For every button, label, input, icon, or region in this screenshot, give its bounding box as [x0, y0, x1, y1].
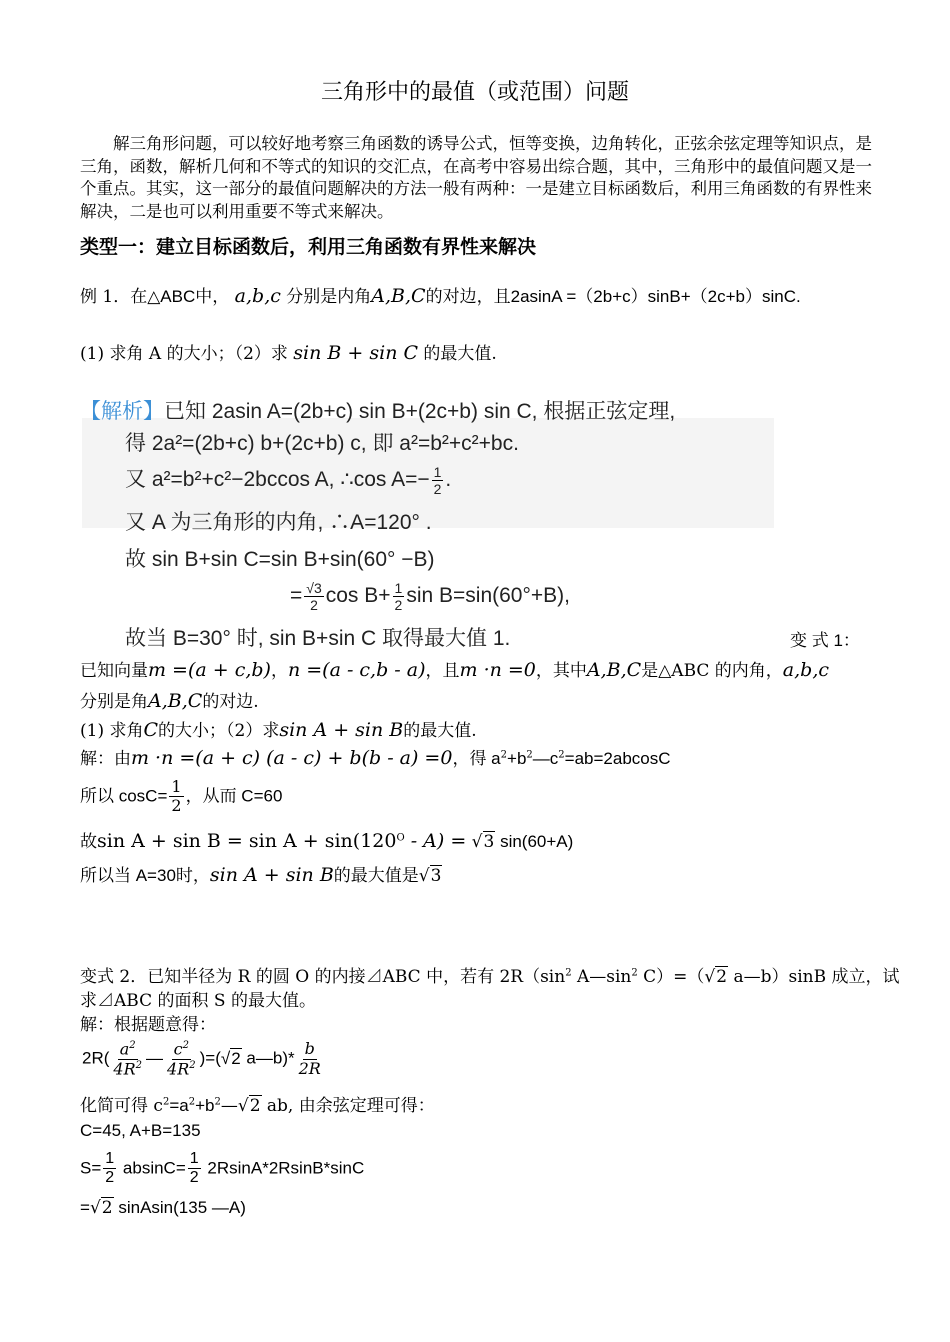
numerator: 1 [188, 1150, 201, 1169]
v1-text: 所以 cosC= [80, 786, 168, 806]
numerator: a [119, 1039, 130, 1059]
ex1-text: 分别是内角 [286, 287, 372, 307]
v1-text: 所以当 A=30 [80, 866, 176, 885]
ex1-condition: 2asinA =（2b+c）sinB+（2c+b）sinC. [510, 287, 801, 306]
fraction [165, 1040, 198, 1078]
sqrt-symbol: √2 [704, 967, 728, 987]
v2-text: S= [80, 1158, 102, 1178]
denominator: 2 [310, 597, 318, 614]
dot-product: m ·n =0 [459, 659, 536, 681]
v1-expr: sin A + sin B [209, 864, 334, 886]
solution-line-2: 得 2a²=(2b+c) b+(2c+b) c, 即 a²=b²+c²+bc. [125, 432, 519, 455]
denominator: 4R [113, 1059, 136, 1079]
v1-text: 时， [175, 866, 210, 886]
v1-equation: - A) = [404, 830, 467, 852]
v2-text: 化简可得 c [80, 1096, 163, 1116]
v1-text: 已知向量 [80, 661, 148, 681]
v2-text: )=( [199, 1048, 221, 1068]
solution-text: 又 a²=b²+c²−2bccos A, ∴cos A=− [125, 468, 430, 491]
fraction [188, 1150, 201, 1188]
v2-text: ab, 由余弦定理可得： [261, 1096, 435, 1116]
exponent: 2 [129, 1040, 136, 1051]
denominator: 2R [298, 1058, 321, 1078]
v2-text: 2RsinA*2RsinB*sinC [202, 1158, 365, 1178]
v1-angle-c: C [143, 719, 159, 741]
variant2-area-2 [80, 1198, 246, 1218]
exponent: 2 [631, 967, 638, 979]
radicand: 2 [716, 967, 728, 987]
denominator: 2 [171, 796, 182, 816]
variant1-solution-2 [80, 778, 282, 816]
v2-text: absinC= [118, 1158, 186, 1178]
page-title: 三角形中的最值（或范围）问题 [320, 80, 629, 105]
fraction [304, 580, 323, 613]
v2-text: A—sin [571, 967, 632, 987]
exponent: 2 [565, 967, 572, 979]
variant1-statement: 已知向量m =(a + c,b)，n =(a - c,b - a)，且m ·n =0，其中A,B,C是△ABC 的内角，a,b,c [80, 659, 830, 681]
v1-expr: sin A + sin B [279, 719, 404, 741]
v1-text: 的对边. [202, 692, 259, 712]
sqrt-symbol: √2 [220, 1048, 241, 1068]
v1-text: —c [532, 749, 559, 768]
variant1-solution-4 [80, 864, 442, 887]
variant1-solution-1 [80, 747, 671, 770]
numerator: √3 [306, 580, 322, 596]
solution-line-7: 故当 B=30° 时, sin B+sin C 取得最大值 1. [125, 627, 511, 650]
vector-n: n =(a - c,b - a) [287, 659, 426, 681]
v1-text: ，且 [425, 661, 460, 681]
v1-angles: A,B,C [586, 659, 642, 681]
denominator: 2 [433, 480, 442, 497]
v1-text: 的最大值是 [333, 866, 419, 886]
exponent: O [396, 832, 405, 844]
v1-equation: m ·n =(a + c) (a - c) + b(b - a) =0 [131, 747, 453, 769]
v1-vars: a,b,c [782, 659, 830, 681]
v2-text: a—b)* [241, 1048, 295, 1068]
v1-text: ，从而 C=60 [185, 786, 283, 806]
solution-line-1 [80, 395, 675, 425]
variant2-angles [80, 1121, 201, 1141]
v2-text: a—b）sinB 成立，试 [728, 967, 900, 987]
sqrt-symbol: √2 [89, 1198, 113, 1218]
example1-label: 例 1．在 [80, 287, 148, 307]
v1-text: ，其中 [535, 661, 587, 681]
fraction [297, 1040, 323, 1078]
exponent: 2 [182, 1040, 189, 1051]
ex1-q2: 的最大值. [423, 344, 497, 364]
solution-line-6: = $\frac{√3}{2}$ cos B+ $\frac{1}{2}$ sin B=sin(60°+B), [290, 580, 570, 614]
v1-text: +b [507, 749, 527, 768]
radicand: 2 [231, 1048, 241, 1068]
solution-line-5: 故 sin B+sin C=sin B+sin(60° −B) [125, 548, 435, 571]
sqrt-symbol: √3 [471, 832, 495, 852]
numerator: 1 [394, 580, 403, 596]
exponent: 2 [135, 1059, 143, 1071]
example1-questions [80, 342, 497, 365]
solution-line-3: 又 a²=b²+c²−2bccos A, ∴cos A=− $\frac{1}{2}$ . [125, 463, 452, 497]
ex1-text: 的对边，且 [425, 287, 511, 307]
radicand: 2 [101, 1198, 113, 1218]
exponent: 2 [500, 749, 508, 761]
triangle-abc: △ABC [147, 287, 196, 306]
v1-text: 的大小；（2）求 [158, 721, 280, 741]
ex1-q1: (1) 求角 A 的大小；（2）求 [80, 344, 288, 364]
v2-text: =a [169, 1096, 189, 1115]
v2-text: sinAsin(135 —A) [113, 1198, 246, 1217]
exponent: 2 [188, 1096, 196, 1108]
numerator: b [304, 1039, 315, 1059]
v2-text: = [80, 1198, 90, 1217]
fraction [393, 580, 405, 613]
solution-line-4: 又 A 为三角形的内角, ∴A=120° . [125, 511, 432, 534]
variant2-statement [80, 967, 900, 987]
denominator: 2 [105, 1169, 115, 1187]
v1-text: (1) 求角 [80, 721, 144, 741]
variant2-simplify [80, 1096, 435, 1116]
variant1-label: 变 式 1： [790, 631, 860, 650]
v2-text: 2R( [82, 1048, 110, 1068]
variant1-questions [80, 719, 477, 742]
vector-m: m =(a + c,b) [148, 659, 271, 681]
v1-equation: sin A + sin B = sin A + sin(120 [97, 830, 397, 852]
v1-text: =ab=2abcosC [564, 749, 671, 768]
radicand: 3 [483, 832, 495, 852]
v1-text: 的最大值. [403, 721, 477, 741]
variant2-area [80, 1150, 364, 1188]
ex1-expr: sin B + sin C [293, 342, 419, 364]
denominator: 2 [189, 1169, 199, 1187]
v1-text: ，得 a [452, 749, 501, 768]
v2-text: — [146, 1048, 164, 1068]
ex1-vars: a,b,c [234, 285, 281, 307]
v1-text: 解：由 [80, 749, 131, 769]
v1-text: 分别是角 [80, 692, 148, 712]
v2-text: +b [195, 1096, 215, 1115]
fraction [103, 1150, 116, 1188]
v2-text: — [220, 1096, 238, 1116]
v2-text: , A+B=135 [121, 1121, 201, 1140]
variant2-statement-2: 求⊿ABC 的面积 S 的最大值。 [80, 991, 316, 1011]
type1-heading: 类型一：建立目标函数后，利用三角函数有界性来解决 [80, 236, 537, 258]
v1-text: 是△ABC 的内角， [641, 661, 783, 681]
exponent: 2 [558, 749, 565, 761]
solution-text: cos B+ [325, 584, 391, 608]
sqrt-symbol: √2 [237, 1096, 261, 1116]
fraction [432, 464, 444, 497]
ex1-angles: A,B,C [371, 285, 426, 307]
v2-text: C）=（ [637, 967, 705, 987]
numerator: 1 [103, 1150, 116, 1169]
numerator: 1 [433, 463, 442, 480]
v1-angles: A,B,C [148, 690, 203, 712]
v1-text: 故 [80, 832, 97, 852]
variant1-statement-2 [80, 690, 259, 713]
v2-text: C=45 [80, 1121, 122, 1140]
numerator: c [173, 1039, 183, 1059]
v1-text: sin(60 [495, 832, 547, 851]
radicand: 2 [249, 1096, 261, 1116]
ex1-text: 中， [195, 287, 230, 307]
variant2-solution-intro: 解：根据题意得： [80, 1015, 216, 1035]
variant1-solution-3 [80, 830, 573, 853]
v1-text: +A) [546, 832, 574, 851]
exponent: 2 [189, 1059, 196, 1071]
solution-text: sin B=sin(60°+B), [406, 584, 570, 608]
example1-statement [80, 285, 801, 308]
variant2-equation [82, 1040, 325, 1078]
exponent: 2 [162, 1096, 170, 1108]
solution-text: 已知 2asin A=(2b+c) sin B+(2c+b) sin C, 根据正弦定理, [164, 400, 676, 423]
solution-tag: 【解析】 [80, 400, 164, 423]
fraction [169, 778, 183, 816]
denominator: 4R [167, 1059, 190, 1079]
exponent: 2 [214, 1096, 221, 1108]
fraction [111, 1040, 144, 1078]
numerator: 1 [171, 777, 182, 796]
v2-text: 变式 2．已知半径为 R 的圆 O 的内接⊿ABC 中，若有 2R（sin [80, 967, 566, 987]
sqrt-symbol: √3 [418, 866, 442, 886]
intro-paragraph: 解三角形问题，可以较好地考察三角函数的诱导公式，恒等变换，边角转化，正弦余弦定理等知识点，是三角，函数，解析几何和不等式的知识的交汇点，在高考中容易出综合题，其中，三角形中的最值问题又是一个重点。其实，这一部分的最值问题解决的方法一般有两种：一是建立目标函数后，利用三角函数的有界性来解决，二是也可以利用重要不等式来解决。 [80, 134, 872, 221]
denominator: 2 [394, 597, 403, 614]
radicand: 3 [430, 866, 442, 886]
exponent: 2 [526, 749, 533, 761]
